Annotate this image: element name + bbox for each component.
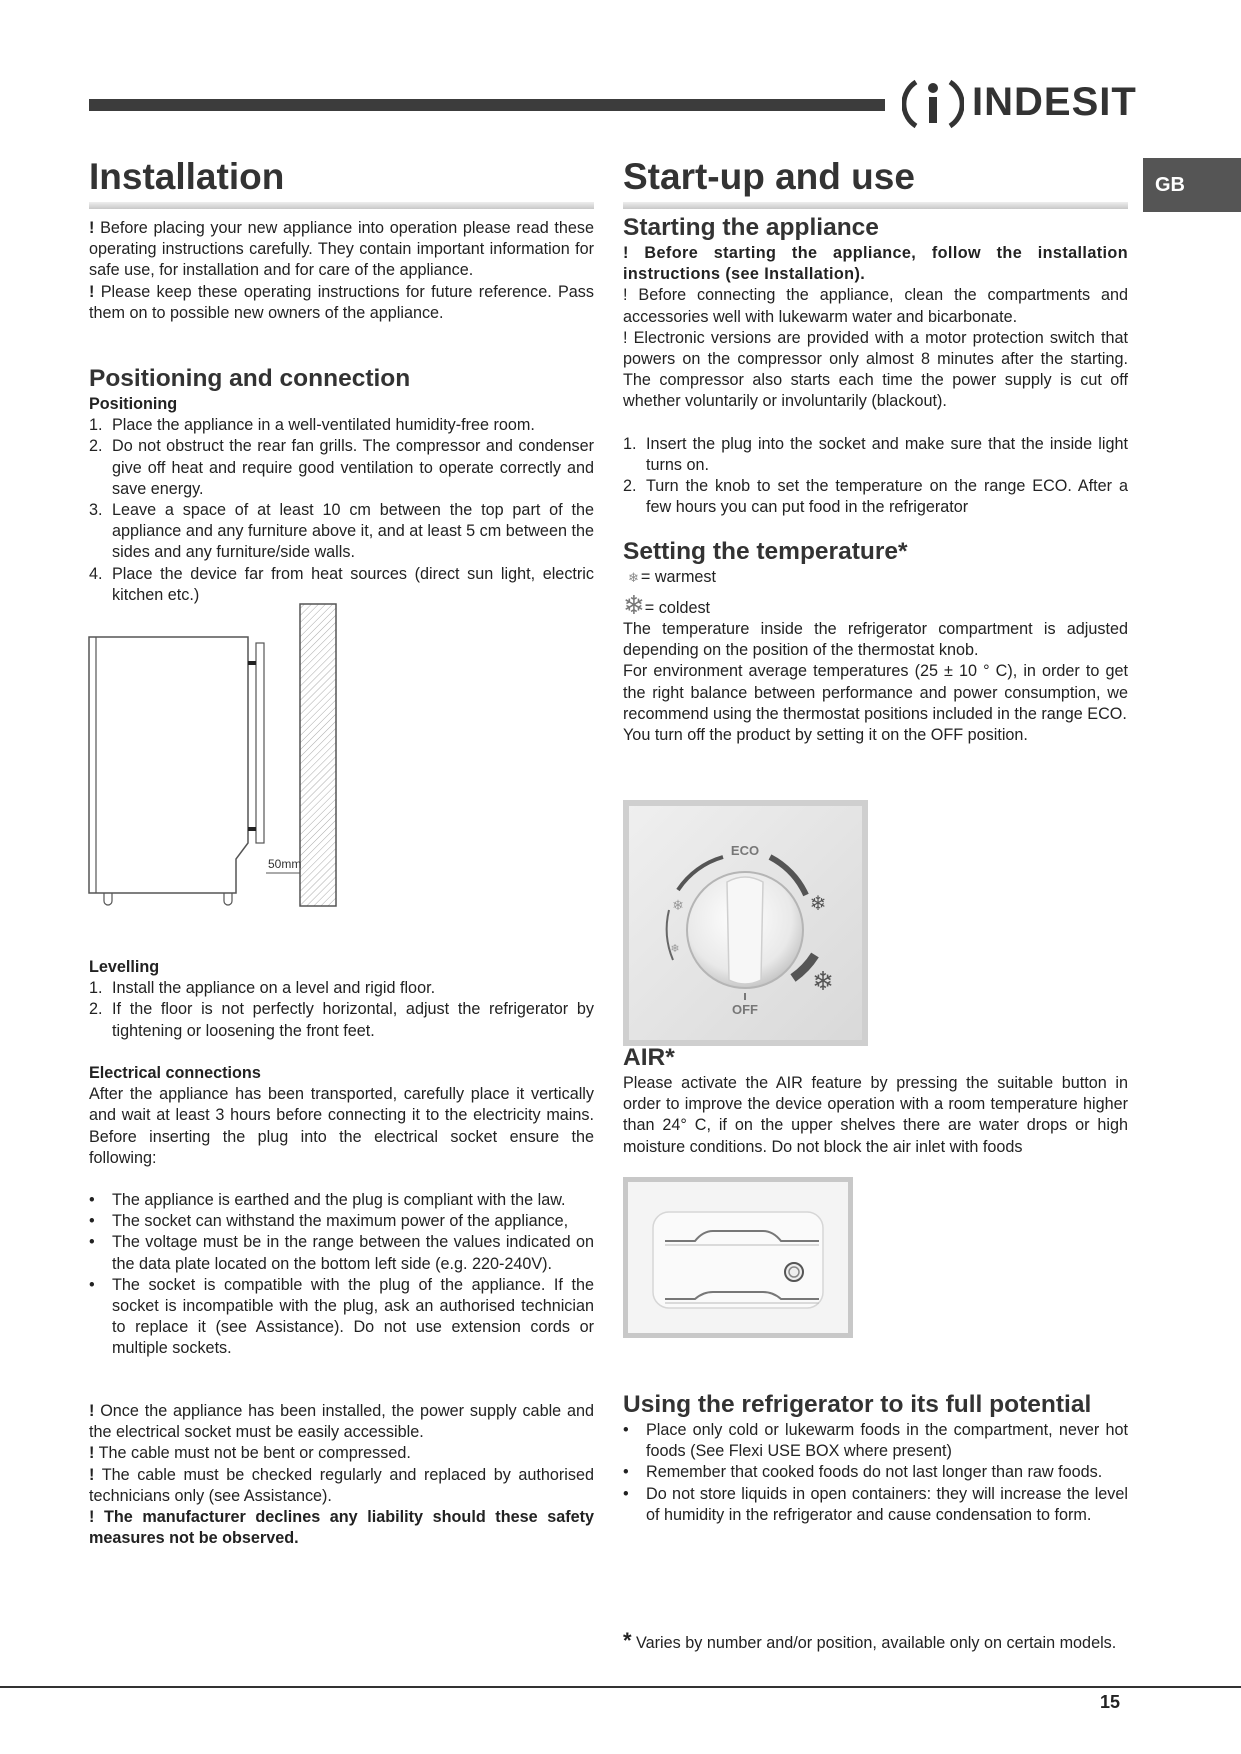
starting-section — [623, 213, 1128, 518]
title-underline — [89, 202, 594, 209]
startup-title: Start-up and use — [623, 156, 915, 197]
electrical-section — [89, 1063, 594, 1360]
safety-warnings — [89, 1401, 594, 1549]
list-item: • Remember that cooked foods do not last longer than raw foods. — [623, 1463, 1103, 1482]
language-tab: GB — [1143, 158, 1241, 212]
list-item: 4. Place the device far from heat sources (direct sun light, electric kitchen etc.) — [89, 564, 594, 604]
positioning-subtitle: Positioning — [89, 395, 178, 413]
coldest-legend: ❄ = coldest — [623, 590, 711, 620]
intro-paragraph: ! Please keep these operating instructions for future reference. Pass them on to possible new owners of the appliance. — [89, 282, 594, 322]
using-section — [623, 1390, 1128, 1526]
air-paragraph: Please activate the AIR feature by pressing the suitable button in order to improve the device operation with a room temperature higher than 24° C, if on the upper shelves there are water drops or high moisture conditions. Do not block the air inlet with foods — [623, 1074, 1128, 1156]
positioning-title: Positioning and connection — [89, 365, 411, 392]
list-item: 3. Leave a space of at least 10 cm between the top part of the appliance and any furniture above it, and at least 5 cm between the sides and any furniture/side walls. — [89, 501, 594, 562]
warning-paragraph: ! The cable must not be bent or compressed. — [89, 1444, 411, 1463]
title-underline — [623, 202, 1128, 209]
air-button-icon — [785, 1263, 803, 1281]
startup-heading-block — [623, 156, 1128, 209]
liability-warning: ! The manufacturer declines any liability should these safety measures not be observed. — [89, 1508, 594, 1548]
warning-paragraph: ! Once the appliance has been installed, the power supply cable and the electrical socket must be easily accessible. — [89, 1402, 594, 1442]
electrical-text: After the appliance has been transported, carefully place it vertically and wait at least 3 hours before connecting it to the electricity mains. Before inserting the plug into the electrical socket ensure the following: — [89, 1085, 594, 1167]
starting-paragraph: ! Electronic versions are provided with a motor protection switch that powers on the compressor only almost 8 minutes after the starting. The compressor also starts each time the power supply is cut off whether voluntarily or involuntarily (blackout). — [623, 328, 1128, 411]
warmest-legend: ❄ = warmest — [623, 567, 1128, 589]
positioning-section — [89, 364, 594, 606]
knob-warm-snowflake-icon: ❄ — [672, 897, 684, 913]
list-item: • The voltage must be in the range between the values indicated on the data plate located on the bottom left side (e.g. 220-240V). — [89, 1233, 594, 1273]
header-bar — [89, 99, 885, 111]
knob-small-snowflake-icon: ❄ — [670, 943, 680, 955]
warning-paragraph: ! The cable must be checked regularly and replaced by authorised technicians only (see Assistance). — [89, 1465, 594, 1505]
large-snowflake-icon: ❄ — [623, 590, 645, 620]
starting-bold-note: ! Before starting the appliance, follow the installation instructions (see Installation). — [623, 244, 1128, 284]
knob-eco-label: ECO — [730, 843, 760, 858]
electrical-title: Electrical connections — [89, 1064, 261, 1082]
list-item: • The socket is compatible with the plug of the appliance. If the socket is incompatible with the plug, ask an authorised technician to replace it (see Assistance). Do not use extension cords or multiple sockets. — [89, 1275, 594, 1358]
starting-title: Starting the appliance — [623, 214, 879, 241]
installation-title: Installation — [89, 156, 285, 197]
installation-intro — [89, 218, 594, 324]
clearance-label: 50mm — [268, 857, 302, 871]
list-item: • The appliance is earthed and the plug is compliant with the law. — [89, 1191, 566, 1210]
air-button-panel-image — [623, 1177, 853, 1338]
air-title: AIR* — [623, 1044, 675, 1071]
installation-clearance-diagram — [86, 603, 346, 908]
footnote-asterisk: * — [623, 1628, 632, 1653]
air-section — [623, 1043, 1128, 1158]
small-snowflake-icon: ❄ — [628, 570, 639, 586]
list-item: • Do not store liquids in open containers: they will increase the level of humidity in the refrigerator and cause condensation to form. — [623, 1484, 1128, 1524]
installation-heading-block — [89, 156, 594, 209]
levelling-title: Levelling — [89, 958, 160, 976]
list-item: 2. Turn the knob to set the temperature on the range ECO. After a few hours you can put food in the refrigerator — [623, 477, 1128, 517]
temperature-paragraph: You turn off the product by setting it on the OFF position. — [623, 726, 1028, 745]
thermostat-knob-image — [623, 800, 868, 1046]
knob-cold-snowflake-icon: ❄ — [809, 893, 827, 915]
levelling-section — [89, 957, 594, 1042]
starting-paragraph: ! Before connecting the appliance, clean the compartments and accessories well with lukewarm water and bicarbonate. — [623, 286, 1128, 326]
indesit-logo-icon — [902, 74, 964, 134]
list-item: 1. Insert the plug into the socket and make sure that the inside light turns on. — [623, 434, 1128, 474]
list-item: 2. If the floor is not perfectly horizontal, adjust the refrigerator by tightening or loosening the front feet. — [89, 1000, 594, 1040]
intro-paragraph: ! Before placing your new appliance into operation please read these operating instructions carefully. They contain important information for safe use, for installation and for care of the appliance. — [89, 219, 594, 280]
list-item: • Place only cold or lukewarm foods in the compartment, never hot foods (See Flexi USE BOX where present) — [623, 1421, 1128, 1461]
list-item: • The socket can withstand the maximum power of the appliance, — [89, 1212, 569, 1231]
footer-rule — [0, 1686, 1241, 1688]
temperature-paragraph: The temperature inside the refrigerator compartment is adjusted depending on the position of the thermostat knob. — [623, 620, 1128, 660]
temperature-section — [623, 537, 1128, 746]
list-item: 1. Install the appliance on a level and rigid floor. — [89, 979, 436, 998]
brand-name: INDESIT — [972, 80, 1137, 124]
page-number: 15 — [1100, 1692, 1121, 1712]
temperature-paragraph: For environment average temperatures (25 ± 10 ° C), in order to get the right balance between performance and power consumption, we recommend using the thermostat positions included in the range ECO. — [623, 662, 1128, 723]
knob-coldest-snowflake-icon: ❄ — [812, 966, 834, 996]
list-item: 2. Do not obstruct the rear fan grills. The compressor and condenser give off heat and require good ventilation to operate correctly and save energy. — [89, 437, 594, 498]
temperature-title: Setting the temperature* — [623, 538, 908, 565]
list-item: 1. Place the appliance in a well-ventilated humidity-free room. — [89, 416, 535, 435]
knob-off-label: OFF — [732, 1002, 758, 1017]
using-title: Using the refrigerator to its full potential — [623, 1391, 1092, 1418]
footnote: * Varies by number and/or position, available only on certain models. — [623, 1628, 1117, 1653]
